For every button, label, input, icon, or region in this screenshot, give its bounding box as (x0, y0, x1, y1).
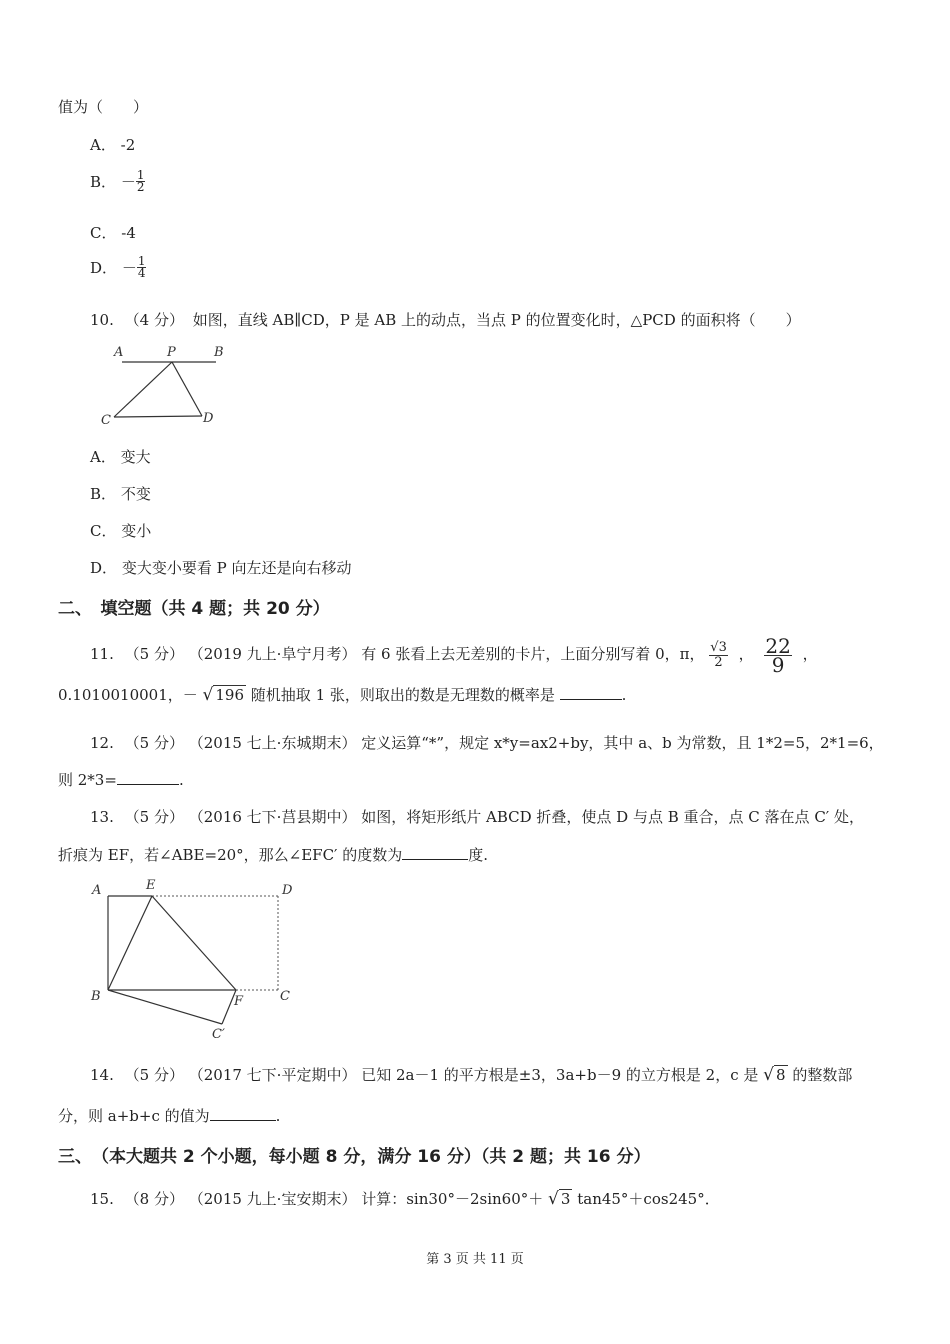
q10-option-d[interactable] (90, 557, 351, 578)
label-a: A (92, 883, 102, 898)
section-3-title: 三、 （本大题共 2 个小题，每小题 8 分，满分 16 分）（共 2 题；共 16 分） (58, 1147, 651, 1167)
q10-option-b[interactable] (90, 483, 151, 504)
question-score: （5 分） (124, 645, 184, 663)
q9-option-b[interactable] (90, 170, 145, 193)
label-b: B (214, 345, 224, 360)
fraction-sqrt3-over-2: $\frac{√3}{2}$ (710, 639, 727, 670)
segment-be (108, 896, 152, 990)
option-letter: D． (90, 259, 118, 277)
option-text: 不变 (120, 485, 151, 503)
label-d: D (282, 883, 293, 898)
question-score: （8 分） (124, 1190, 184, 1208)
option-text: -2 (120, 136, 136, 154)
answer-blank[interactable] (210, 1106, 276, 1121)
q14-line-2 (58, 1105, 280, 1126)
sqrt-expression: √ 3 (548, 1189, 571, 1209)
q15-line-1 (90, 1188, 720, 1209)
q13-line-2 (58, 844, 488, 865)
question-text: 定义运算“*”，规定 x*y=ax2+by，其中 a、b 为常数，且 1*2=5，2*1=6， (361, 734, 884, 752)
question-number: 10. (90, 311, 114, 329)
option-letter: C． (90, 224, 117, 242)
fraction: $\frac{1}{2}$ (136, 168, 145, 194)
q9-option-a[interactable] (90, 134, 135, 155)
label-p: P (167, 345, 176, 360)
option-sign: － (120, 173, 136, 191)
question-text: 随机抽取 1 张，则取出的数是无理数的概率是 (250, 686, 555, 704)
q10-figure (98, 340, 228, 430)
question-source: （2015 七上·东城期末） (188, 734, 357, 752)
question-score: （5 分） (124, 734, 184, 752)
separator: ， (738, 645, 754, 663)
question-score: （5 分） (124, 1066, 184, 1084)
question-source: （2016 七下·莒县期中） (188, 808, 357, 826)
q13-figure (86, 872, 306, 1042)
question-number: 12. (90, 734, 114, 752)
label-c: C (280, 989, 290, 1004)
question-text: tan45°＋cos245°． (577, 1190, 720, 1208)
question-source: （2019 九上·阜宁月考） (188, 645, 357, 663)
end-mark: . (178, 771, 184, 789)
fraction: $\frac{1}{4}$ (137, 254, 146, 280)
answer-blank[interactable] (402, 845, 468, 860)
end-mark: . (275, 1107, 281, 1125)
option-letter: B． (90, 485, 117, 503)
q9-stem-tail: 值为（ ） (58, 98, 149, 116)
question-number: 11. (90, 645, 114, 663)
q11-line-2 (58, 684, 626, 705)
question-text: 计算：sin30°－2sin60°＋ (361, 1190, 544, 1208)
question-text: 已知 2a－1 的平方根是±3，3a+b－9 的立方根是 2，c 是 (361, 1066, 759, 1084)
option-sign: － (121, 259, 137, 277)
label-b: B (91, 989, 101, 1004)
sqrt-expression: √ 196 (202, 685, 245, 705)
label-c: C (101, 413, 111, 428)
label-e: E (146, 878, 156, 893)
q14-line-1 (90, 1064, 852, 1085)
q11-line-1 (90, 632, 818, 676)
q12-line-1 (90, 732, 884, 753)
end-mark: 度. (468, 846, 489, 864)
question-text: 0.1010010001，－ (58, 686, 198, 704)
question-source: （2017 七下·平定期中） (188, 1066, 357, 1084)
option-letter: D． (90, 559, 118, 577)
option-text: 变大变小要看 P 向左还是向右移动 (121, 559, 352, 577)
question-text: 如图，直线 AB∥CD，P 是 AB 上的动点，当点 P 的位置变化时，△PCD 的面积将（ ） (192, 311, 801, 329)
option-text: -4 (121, 224, 136, 242)
end-mark: . (621, 686, 627, 704)
section-2-title: 二、 填空题（共 4 题；共 20 分） (58, 599, 330, 619)
q9-option-c[interactable] (90, 222, 136, 243)
q10-option-c[interactable] (90, 520, 151, 541)
fraction-22-over-9: $\frac{22}{9}$ (765, 633, 791, 677)
option-text: 变大 (120, 448, 151, 466)
segment-ef (152, 896, 236, 990)
q10-option-a[interactable] (90, 446, 151, 467)
question-text: 折痕为 EF，若∠ABE=20°，那么∠EFC′ 的度数为 (58, 846, 403, 864)
label-a: A (114, 345, 124, 360)
segment-cd (114, 416, 202, 417)
question-text: 的整数部 (792, 1066, 853, 1084)
label-d: D (203, 411, 214, 426)
question-source: （2015 九上·宝安期末） (188, 1190, 357, 1208)
q12-line-2 (58, 769, 184, 790)
question-number: 14. (90, 1066, 114, 1084)
answer-blank[interactable] (117, 770, 179, 785)
sqrt-expression: √ 8 (763, 1065, 786, 1085)
label-f: F (234, 994, 244, 1009)
segment-pc (114, 362, 172, 417)
option-letter: C． (90, 522, 117, 540)
question-score: （4 分） (124, 311, 184, 329)
q9-option-d[interactable] (90, 256, 146, 279)
q13-line-1 (90, 806, 864, 827)
option-text: 变小 (121, 522, 152, 540)
q10-stem (90, 309, 801, 330)
segment-bc1 (108, 990, 222, 1024)
answer-blank[interactable] (560, 685, 622, 700)
question-number: 13. (90, 808, 114, 826)
option-letter: A． (90, 136, 116, 154)
question-text: 有 6 张看上去无差别的卡片，上面分别写着 0，π， (361, 645, 705, 663)
option-letter: B． (90, 173, 117, 191)
question-text: 如图，将矩形纸片 ABCD 折叠，使点 D 与点 B 重合，点 C 落在点 C′ 处， (361, 808, 864, 826)
question-text: 分，则 a+b+c 的值为 (58, 1107, 210, 1125)
question-text: 则 2*3= (58, 771, 117, 789)
label-c-prime: C′ (212, 1027, 225, 1042)
separator: ， (802, 645, 818, 663)
segment-pd (172, 362, 202, 416)
question-number: 15. (90, 1190, 114, 1208)
page-footer: 第 3 页 共 11 页 (426, 1252, 524, 1267)
option-letter: A． (90, 448, 116, 466)
question-score: （5 分） (124, 808, 184, 826)
